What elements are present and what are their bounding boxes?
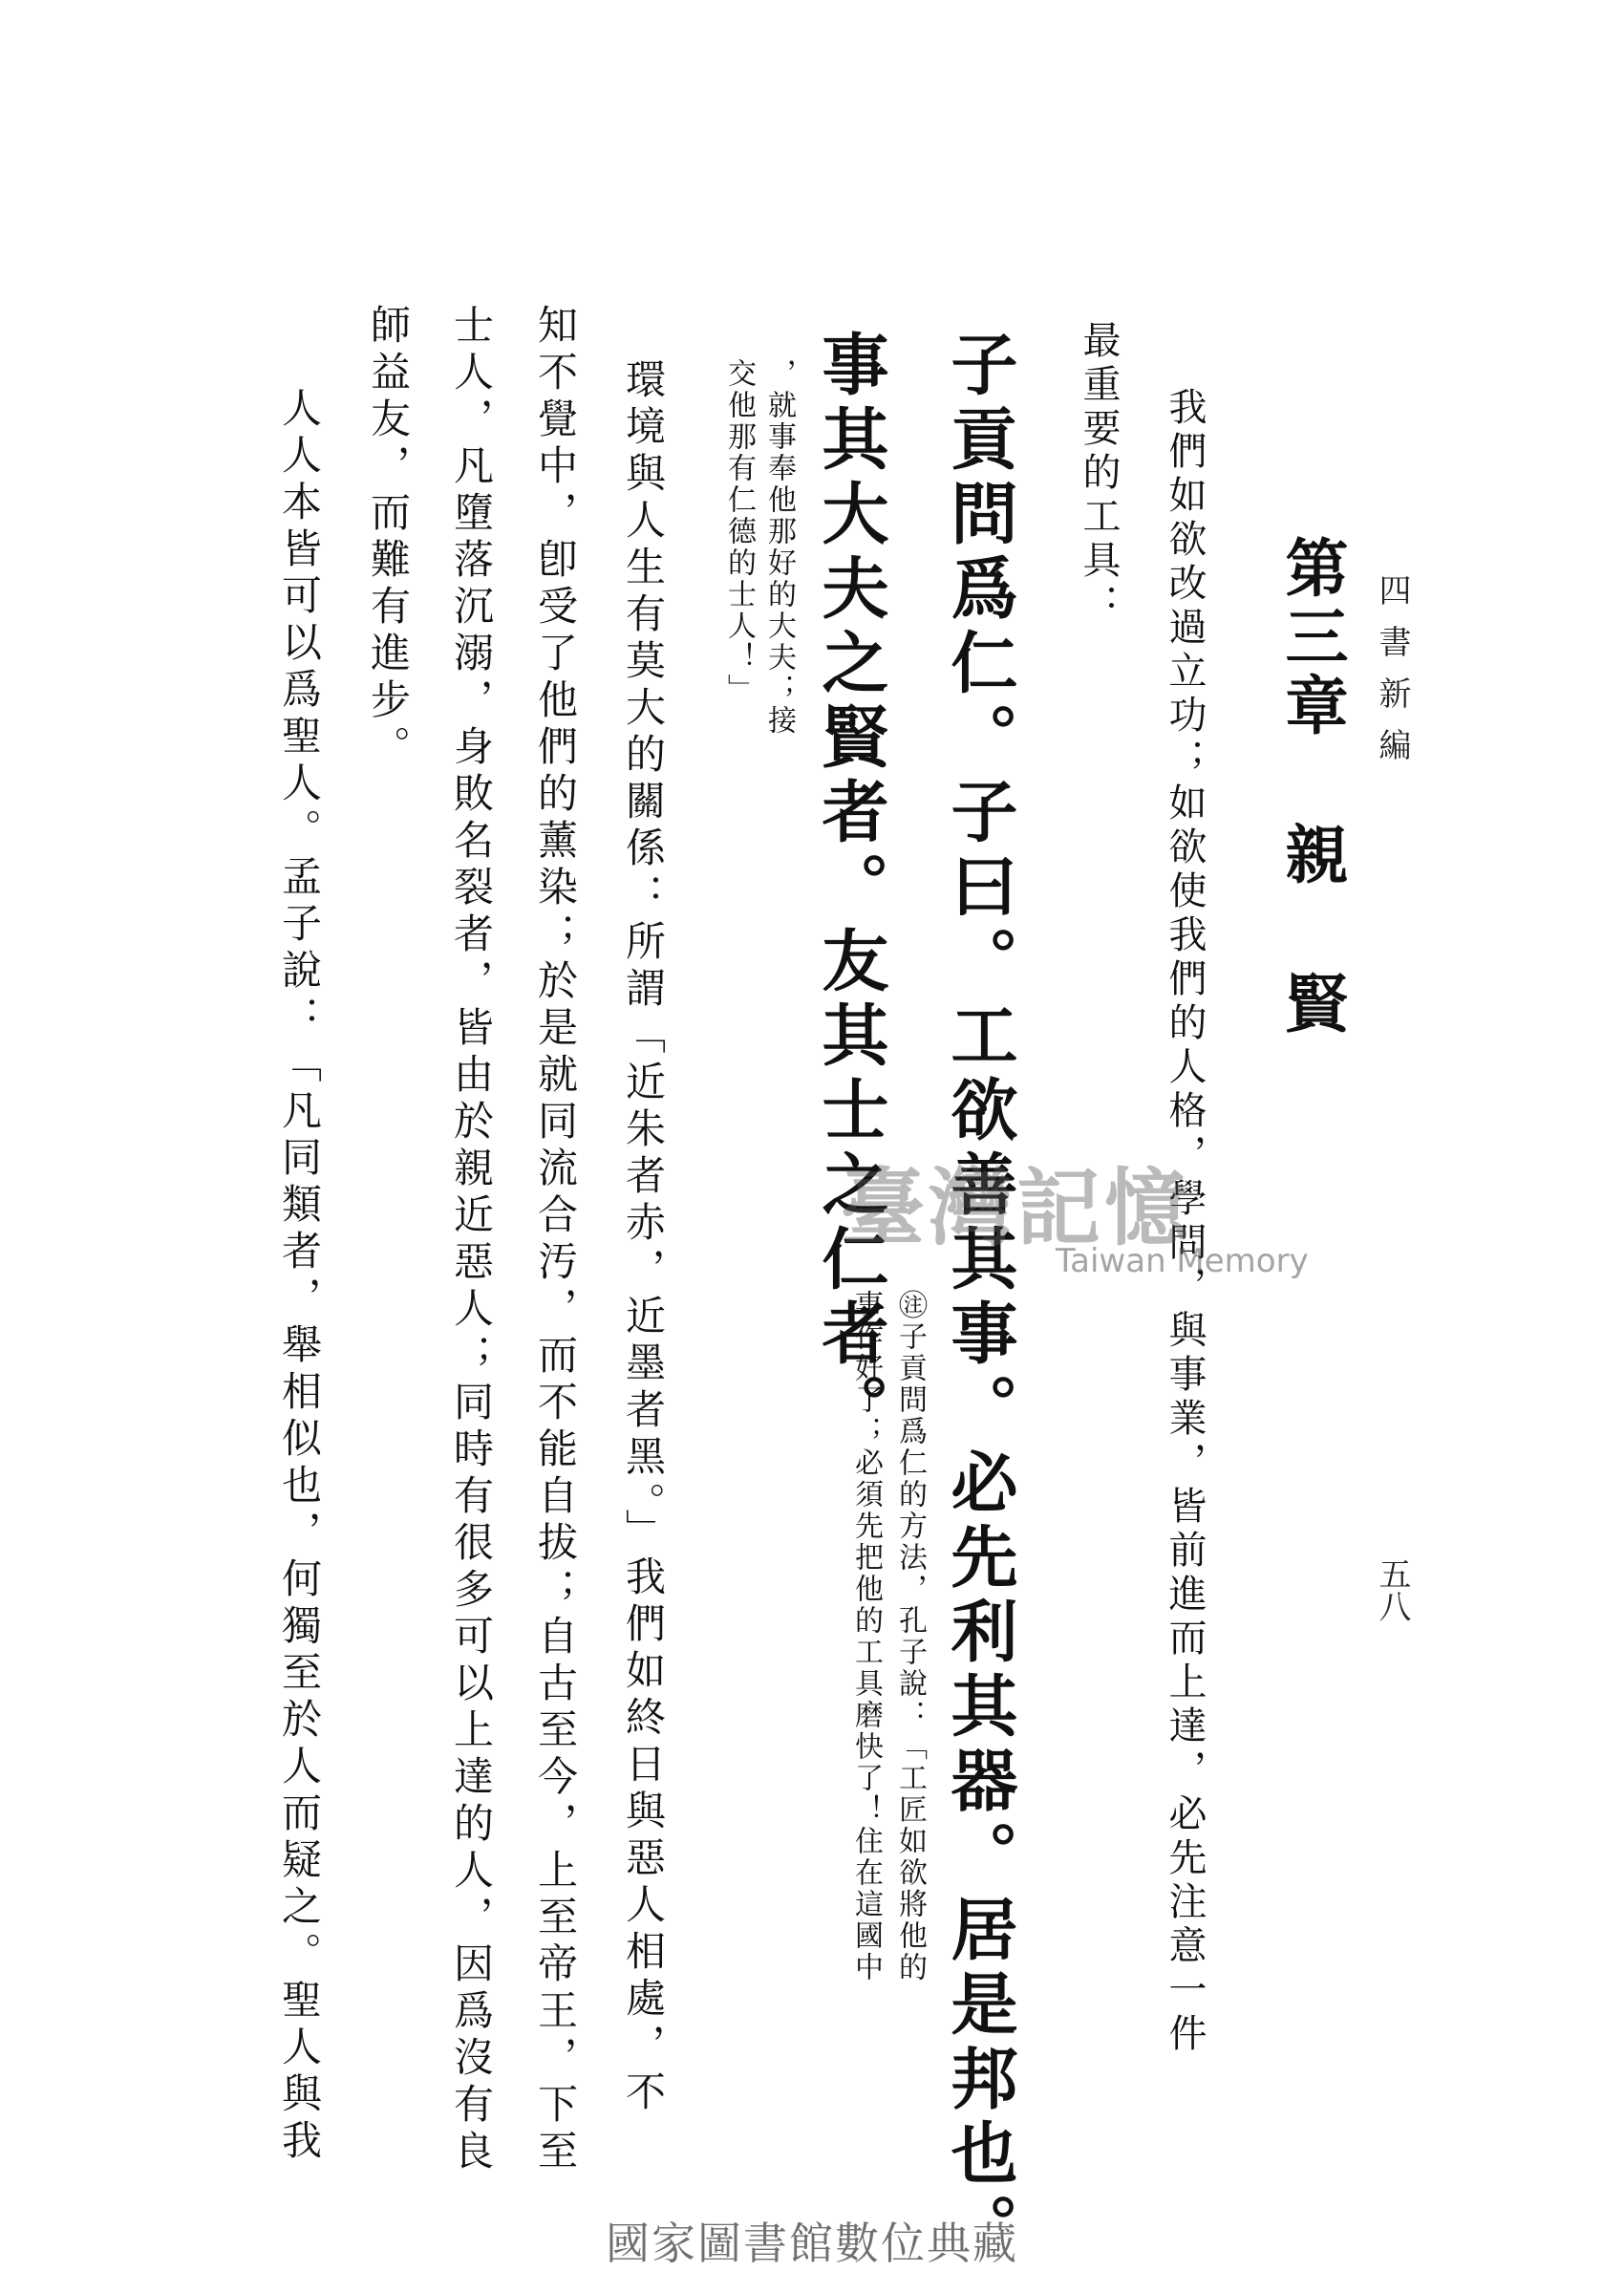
classic-quote-line: 子貢問爲仁。子曰。工欲善其事。必先利其器。居是邦也。 xyxy=(940,330,1019,2267)
running-header-book-title: 四書新編 xyxy=(1373,573,1411,780)
body-text-line: 人人本皆可以爲聖人。孟子說：「凡同類者，舉相似也，何獨至於人而疑之。聖人與我 xyxy=(276,387,323,2166)
body-text-line: 士人，凡墮落沉溺，身敗名裂者，皆由於親近惡人；同時有很多可以上達的人，因爲沒有良 xyxy=(448,304,495,2176)
intro-line: 我們如欲改過立功；如欲使我們的人格，學問，與事業，皆前進而上達，必先注意一件 xyxy=(1163,387,1207,2057)
intro-line: 最重要的工具： xyxy=(1077,320,1121,628)
watermark-subtext: Taiwan Memory xyxy=(1056,1242,1309,1280)
annotation-line: ，就事奉他那好的大夫；接 xyxy=(762,358,796,737)
body-text-line: 環境與人生有莫大的關係：所謂「近朱者赤，近墨者黑。」我們如終日與惡人相處，不 xyxy=(620,358,667,2117)
footer-archive-label: 國家圖書館數位典藏 xyxy=(606,2218,1018,2269)
chapter-title: 第三章 親 賢 xyxy=(1274,535,1349,1039)
annotation-line: 交他那有仁德的士人！」 xyxy=(722,358,756,705)
page-number: 五八 xyxy=(1373,1557,1411,1622)
annotation-line: 事作好了；必須先把他的工具磨快了！住在這國中 xyxy=(849,1290,883,1983)
classic-quote-line: 事其大夫之賢者。友其士之仁者。 xyxy=(811,330,890,1447)
body-text-line: 師益友，而難有進步。 xyxy=(365,304,412,772)
annotation-line: ㊟子貢問爲仁的方法，孔子說：「工匠如欲將他的 xyxy=(893,1290,927,1983)
watermark-logo: 臺灣記憶 xyxy=(841,1158,1193,1257)
body-text-line: 知不覺中，卽受了他們的薰染；於是就同流合汚，而不能自拔；自古至今，上至帝王，下至 xyxy=(532,304,579,2176)
